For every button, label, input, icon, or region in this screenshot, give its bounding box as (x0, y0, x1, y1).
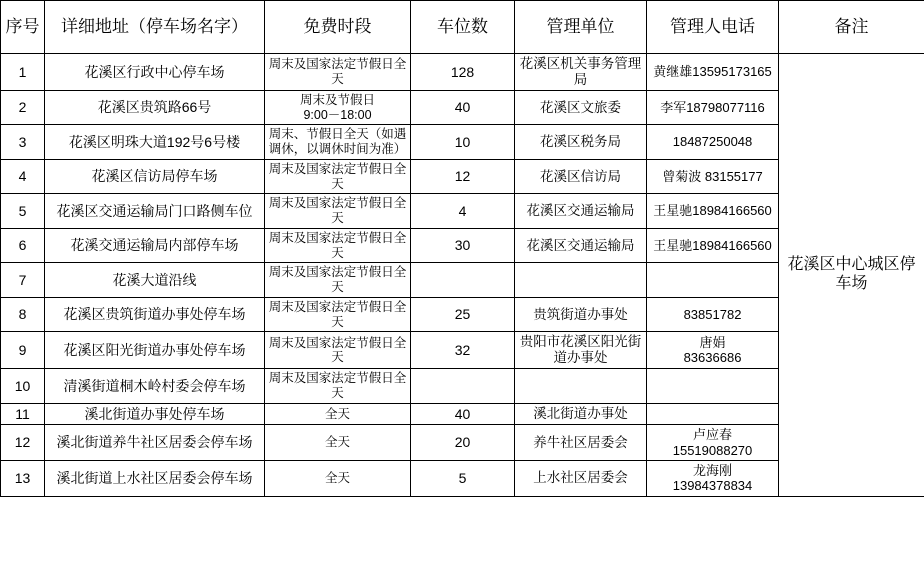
cell-address: 花溪区信访局停车场 (45, 159, 265, 194)
cell-phone: 卢应春 15519088270 (647, 425, 779, 461)
cell-spots: 4 (411, 194, 515, 229)
cell-spots: 40 (411, 90, 515, 125)
cell-address: 花溪区贵筑街道办事处停车场 (45, 297, 265, 332)
cell-spots: 128 (411, 54, 515, 91)
cell-unit: 贵阳市花溪区阳光街道办事处 (515, 332, 647, 369)
cell-index: 1 (1, 54, 45, 91)
cell-spots: 30 (411, 228, 515, 263)
cell-unit: 花溪区信访局 (515, 159, 647, 194)
cell-unit: 花溪区交通运输局 (515, 228, 647, 263)
cell-phone: 黄继雄13595173165 (647, 54, 779, 91)
cell-address: 溪北街道养牛社区居委会停车场 (45, 425, 265, 461)
cell-index: 8 (1, 297, 45, 332)
cell-index: 10 (1, 369, 45, 404)
cell-unit (515, 263, 647, 298)
cell-index: 2 (1, 90, 45, 125)
table-body (1, 54, 924, 497)
cell-free-time: 周末及国家法定节假日全天 (265, 297, 411, 332)
cell-free-time: 周末、节假日全天（如遇调休，以调休时间为准） (265, 125, 411, 160)
column-header-unit: 管理单位 (515, 1, 647, 54)
cell-index: 3 (1, 125, 45, 160)
cell-phone: 李军18798077116 (647, 90, 779, 125)
cell-address: 花溪区明珠大道192号6号楼 (45, 125, 265, 160)
cell-unit: 花溪区税务局 (515, 125, 647, 160)
cell-free-time: 周末及国家法定节假日全天 (265, 159, 411, 194)
cell-index: 12 (1, 425, 45, 461)
cell-spots (411, 263, 515, 298)
cell-free-time: 周末及国家法定节假日全天 (265, 194, 411, 229)
column-header-note: 备注 (779, 1, 924, 54)
cell-phone: 王星驰18984166560 (647, 194, 779, 229)
cell-unit: 溪北街道办事处 (515, 403, 647, 425)
cell-spots: 32 (411, 332, 515, 369)
cell-phone (647, 403, 779, 425)
cell-address: 花溪区阳光街道办事处停车场 (45, 332, 265, 369)
cell-address: 花溪交通运输局内部停车场 (45, 228, 265, 263)
cell-phone (647, 263, 779, 298)
column-header-free-time: 免费时段 (265, 1, 411, 54)
table-header-row (1, 1, 924, 54)
cell-index: 7 (1, 263, 45, 298)
cell-free-time: 周末及节假日 9:00－18:00 (265, 90, 411, 125)
cell-index: 11 (1, 403, 45, 425)
cell-index: 9 (1, 332, 45, 369)
cell-index: 6 (1, 228, 45, 263)
cell-free-time: 全天 (265, 460, 411, 496)
cell-spots: 40 (411, 403, 515, 425)
column-header-spots: 车位数 (411, 1, 515, 54)
cell-phone: 83851782 (647, 297, 779, 332)
cell-unit: 贵筑街道办事处 (515, 297, 647, 332)
cell-unit: 花溪区机关事务管理局 (515, 54, 647, 91)
cell-phone: 王星驰18984166560 (647, 228, 779, 263)
cell-spots: 25 (411, 297, 515, 332)
cell-address: 花溪区行政中心停车场 (45, 54, 265, 91)
cell-address: 花溪区贵筑路66号 (45, 90, 265, 125)
cell-phone: 唐娟 83636686 (647, 332, 779, 369)
table-row (1, 54, 924, 91)
table-header (1, 1, 924, 54)
column-header-address: 详细地址（停车场名字） (45, 1, 265, 54)
cell-unit (515, 369, 647, 404)
column-header-phone: 管理人电话 (647, 1, 779, 54)
column-header-index: 序号 (1, 1, 45, 54)
cell-free-time: 周末及国家法定节假日全天 (265, 263, 411, 298)
cell-note: 花溪区中心城区停车场 (779, 54, 924, 497)
cell-spots (411, 369, 515, 404)
cell-address: 花溪大道沿线 (45, 263, 265, 298)
cell-unit: 上水社区居委会 (515, 460, 647, 496)
cell-spots: 12 (411, 159, 515, 194)
cell-phone: 18487250048 (647, 125, 779, 160)
cell-free-time: 全天 (265, 403, 411, 425)
cell-index: 4 (1, 159, 45, 194)
cell-free-time: 周末及国家法定节假日全天 (265, 54, 411, 91)
cell-phone (647, 369, 779, 404)
cell-address: 溪北街道上水社区居委会停车场 (45, 460, 265, 496)
cell-unit: 花溪区交通运输局 (515, 194, 647, 229)
cell-address: 溪北街道办事处停车场 (45, 403, 265, 425)
cell-free-time: 周末及国家法定节假日全天 (265, 369, 411, 404)
cell-free-time: 周末及国家法定节假日全天 (265, 228, 411, 263)
cell-address: 花溪区交通运输局门口路侧车位 (45, 194, 265, 229)
cell-unit: 养牛社区居委会 (515, 425, 647, 461)
cell-spots: 10 (411, 125, 515, 160)
cell-phone: 曾菊波 83155177 (647, 159, 779, 194)
cell-spots: 5 (411, 460, 515, 496)
cell-index: 5 (1, 194, 45, 229)
cell-free-time: 全天 (265, 425, 411, 461)
cell-spots: 20 (411, 425, 515, 461)
cell-address: 清溪街道桐木岭村委会停车场 (45, 369, 265, 404)
cell-phone: 龙海刚 13984378834 (647, 460, 779, 496)
cell-free-time: 周末及国家法定节假日全天 (265, 332, 411, 369)
cell-index: 13 (1, 460, 45, 496)
cell-unit: 花溪区文旅委 (515, 90, 647, 125)
